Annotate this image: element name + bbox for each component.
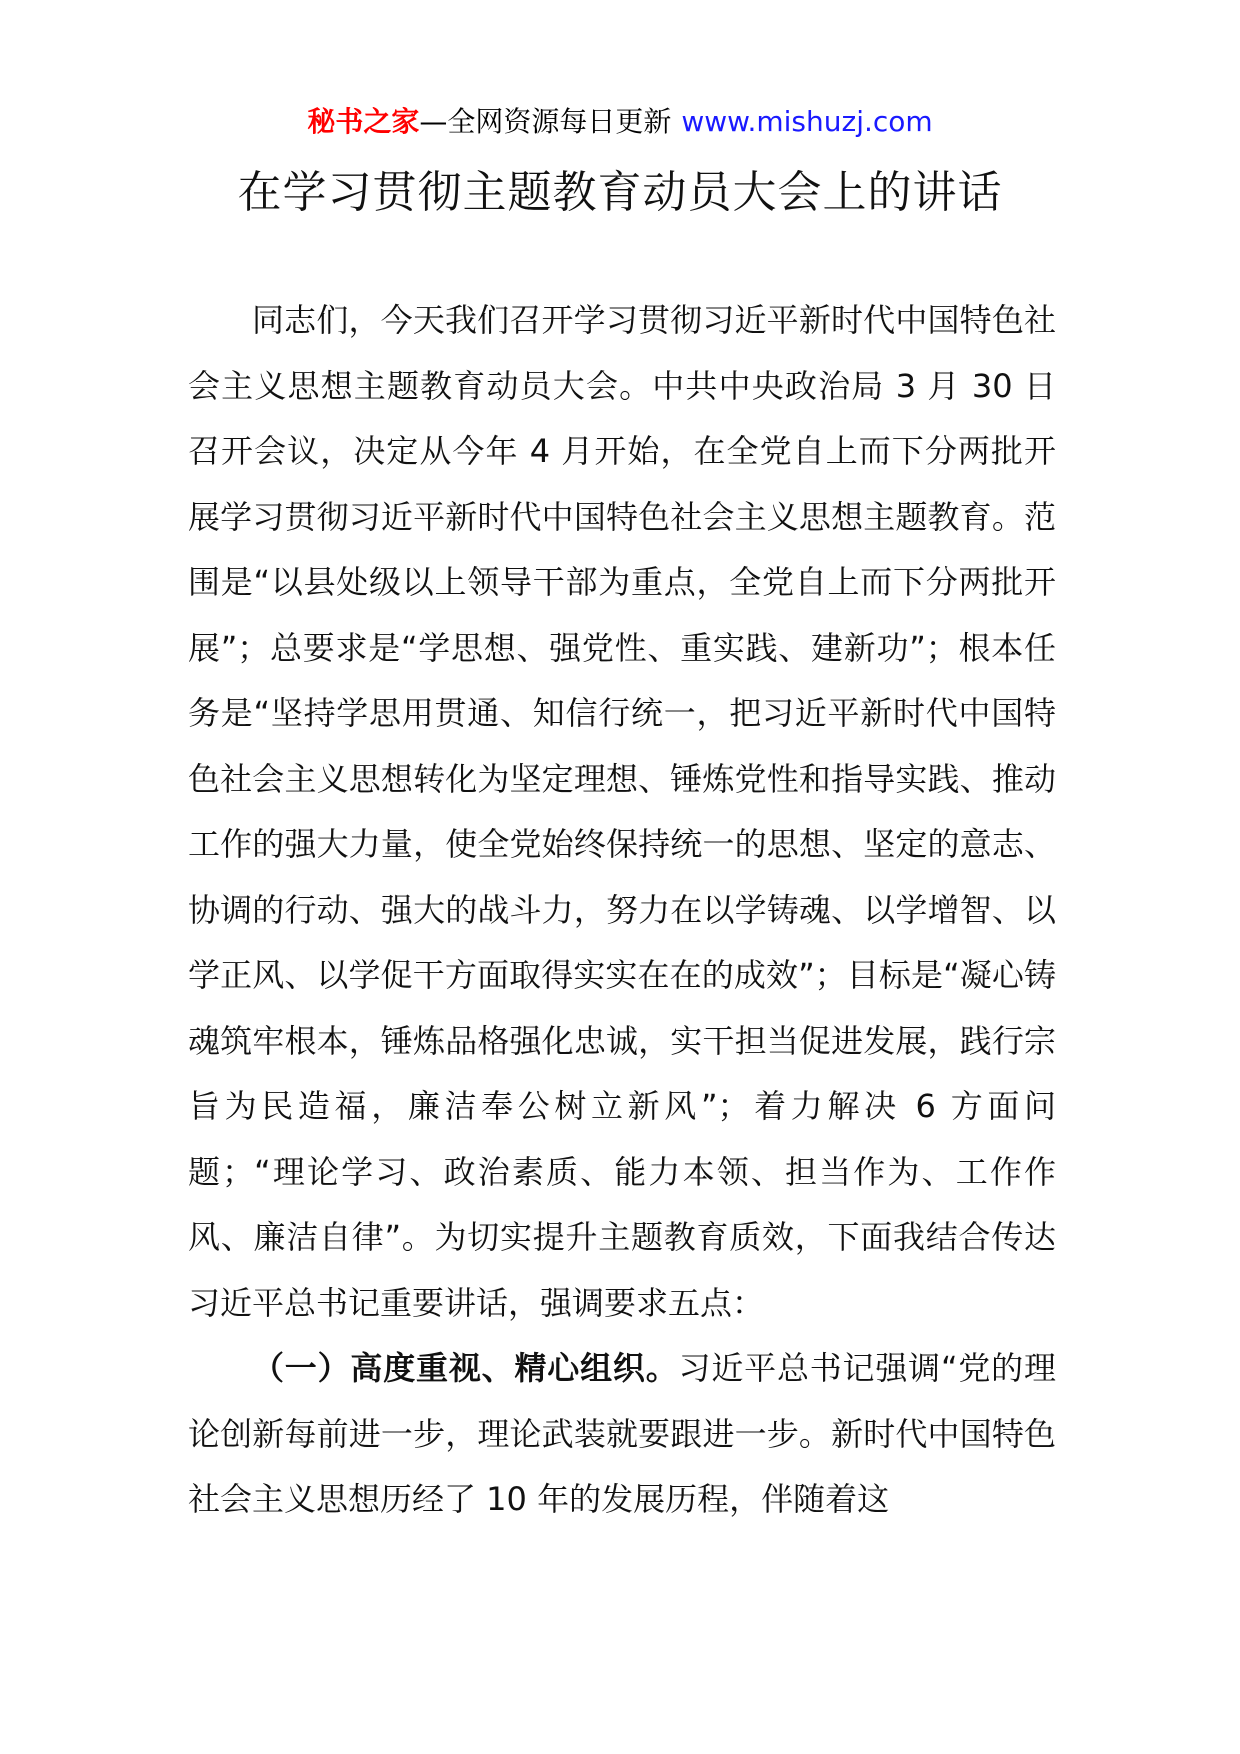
website-link[interactable]: www.mishuzj.com <box>681 105 933 138</box>
paragraph-text: 习近平总书记强调“党的理论创新每前进一步，理论武装就要跟进一步。新时代中国特色社会主义思想历经了 10 年的发展历程，伴随着这 <box>188 1349 1056 1518</box>
source-banner <box>0 102 1240 142</box>
section-1-paragraph <box>188 1336 1056 1533</box>
section-heading: （一）高度重视、精心组织。 <box>252 1349 679 1387</box>
intro-paragraph <box>188 288 1056 1336</box>
paragraph-text: 同志们，今天我们召开学习贯彻习近平新时代中国特色社会主义思想主题教育动员大会。中共中央政治局 3 月 30 日召开会议，决定从今年 4 月开始，在全党自上而下分两批开展学习贯彻习近平新时代中国特色社会主义思想主题教育。范围是“以县处级以上领导干部为重点，全党自上而下分两批开展”；总要求是“学思想、强党性、重实践、建新功”；根本任务是“坚持学思用贯通、知信行统一，把习近平新时代中国特色社会主义思想转化为坚定理想、锤炼党性和指导实践、推动工作的强大力量，使全党始终保持统一的思想、坚定的意志、协调的行动、强大的战斗力，努力在以学铸魂、以学增智、以学正风、以学促干方面取得实实在在的成效”；目标是“凝心铸魂筑牢根本，锤炼品格强化忠诚，实干担当促进发展，践行宗旨为民造福，廉洁奉公树立新风”；着力解决 6 方面问题；“理论学习、政治素质、能力本领、担当作为、工作作风、廉洁自律”。为切实提升主题教育质效，下面我结合传达习近平总书记重要讲话，强调要求五点： <box>188 301 1056 1322</box>
brand-name: 秘书之家 <box>307 105 420 138</box>
document-body <box>188 288 1056 1533</box>
banner-tagline: —全网资源每日更新 <box>419 105 672 138</box>
document-title: 在学习贯彻主题教育动员大会上的讲话 <box>237 167 1003 218</box>
